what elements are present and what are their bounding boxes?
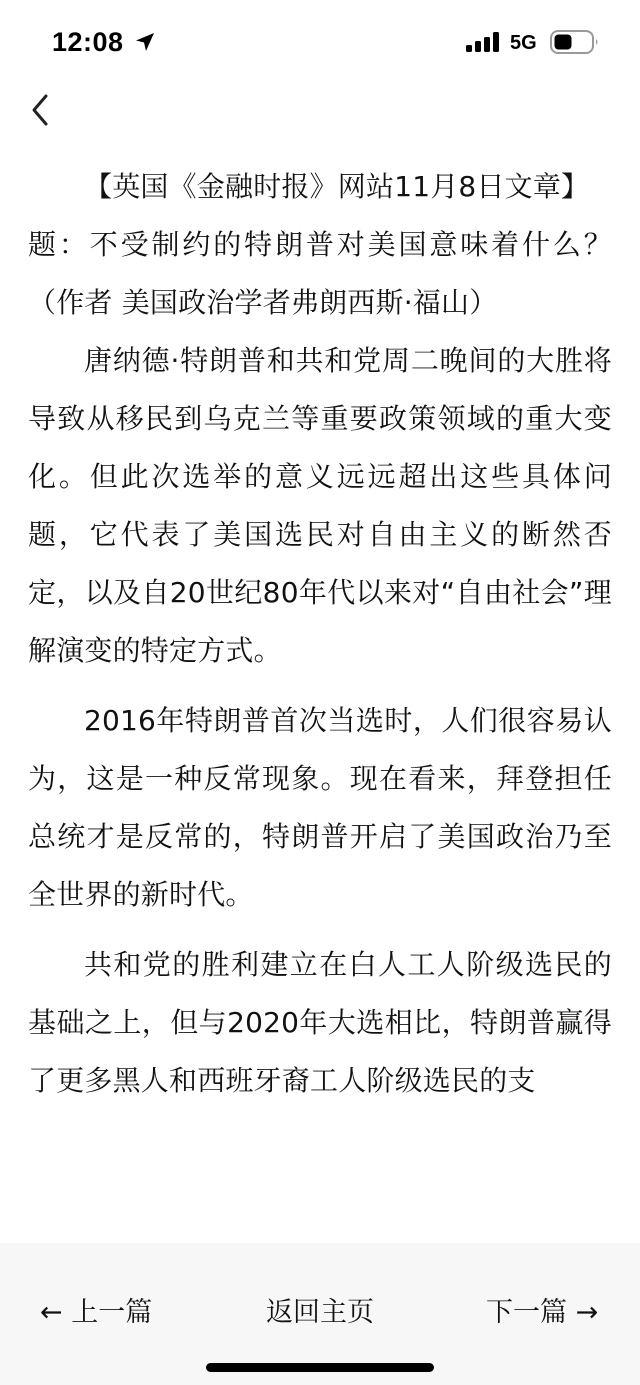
- next-article-link[interactable]: 下一篇 →: [486, 1297, 599, 1328]
- article-paragraph: 唐纳德·特朗普和共和党周二晚间的大胜将导致从移民到乌克兰等重要政策领域的重大变化。但此次选举的意义远远超出这些具体问题，它代表了美国选民对自由主义的断然否定，以及自20世纪80年代以来对“自由社会”理解演变的特定方式。: [28, 344, 612, 667]
- network-type-label: 5G: [510, 32, 537, 54]
- back-button[interactable]: [22, 88, 66, 132]
- cellular-signal-icon: [466, 32, 502, 52]
- previous-article-link[interactable]: ← 上一篇: [40, 1297, 153, 1328]
- article-title-line: 题：不受制约的特朗普对美国意味着什么？（作者 美国政治学者弗朗西斯·福山）: [28, 228, 612, 319]
- battery-icon: [550, 29, 600, 55]
- article-body: [28, 158, 612, 1110]
- home-indicator[interactable]: [206, 1363, 434, 1372]
- article-source-line: 【英国《金融时报》网站11月8日文章】: [84, 170, 590, 203]
- location-arrow-icon: [134, 31, 156, 53]
- return-home-link[interactable]: 返回主页: [266, 1297, 374, 1328]
- status-time: 12:08: [52, 27, 124, 57]
- status-bar: [0, 0, 640, 88]
- article-paragraph: 共和党的胜利建立在白人工人阶级选民的基础之上，但与2020年大选相比，特朗普赢得了更多黑人和西班牙裔工人阶级选民的支: [28, 948, 612, 1097]
- chevron-left-icon: [22, 88, 66, 132]
- bottom-navigation-bar: [0, 1243, 640, 1385]
- article-paragraph: 2016年特朗普首次当选时，人们很容易认为，这是一种反常现象。现在看来，拜登担任总统才是反常的，特朗普开启了美国政治乃至全世界的新时代。: [28, 704, 612, 911]
